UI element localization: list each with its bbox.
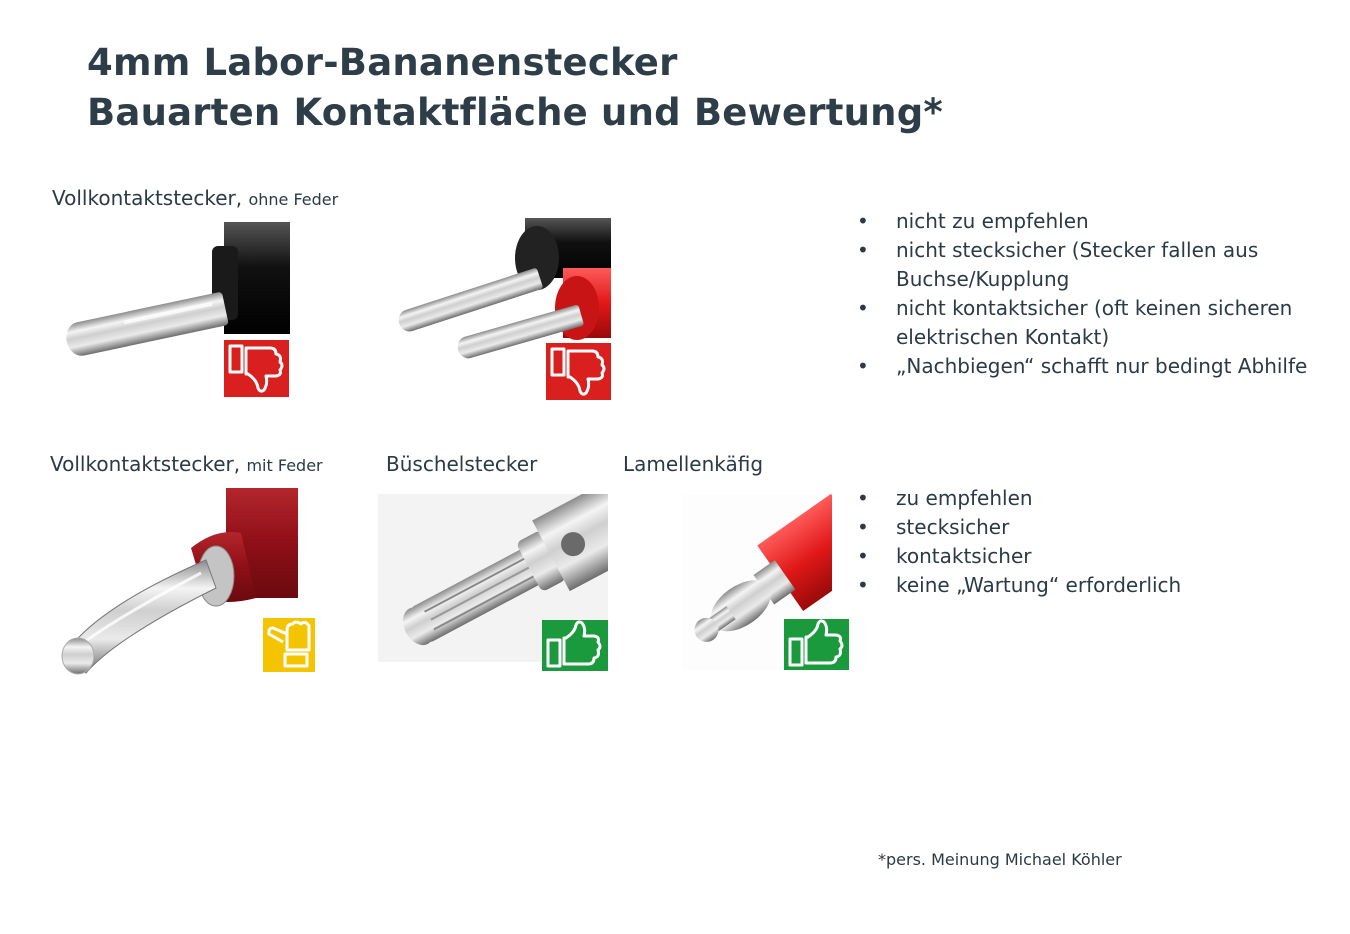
list-item: • zu empfehlen: [857, 484, 1277, 513]
label-with-spring-sub: mit Feder: [246, 456, 323, 475]
label-with-spring-main: Vollkontaktstecker,: [50, 452, 241, 476]
title-line-1: 4mm Labor-Bananenstecker: [87, 41, 678, 84]
recommended-assessment-list: [857, 484, 1277, 600]
no-spring-assessment-list: [857, 207, 1332, 381]
label-no-spring-sub: ohne Feder: [248, 190, 339, 209]
thumbs-sideways-icon: [263, 618, 315, 672]
list-item: • „Nachbiegen“ schafft nur bedingt Abhilfe: [857, 352, 1332, 381]
title-line-2: Bauarten Kontaktfläche und Bewertung*: [87, 91, 943, 134]
thumbs-up-icon: [784, 619, 849, 670]
label-no-spring: [52, 186, 338, 210]
footnote: *pers. Meinung Michael Köhler: [878, 850, 1122, 869]
label-with-spring: [50, 452, 323, 476]
thumbs-up-icon: [542, 620, 608, 671]
label-no-spring-main: Vollkontaktstecker,: [52, 186, 243, 210]
list-item: • nicht zu empfehlen: [857, 207, 1332, 236]
list-item: • stecksicher: [857, 513, 1277, 542]
page-title: [87, 38, 943, 138]
label-bundle: Büschelstecker: [386, 452, 538, 476]
list-item: • nicht stecksicher (Stecker fallen aus Buchse/Kupplung: [857, 236, 1332, 294]
list-item: • kontaktsicher: [857, 542, 1277, 571]
thumbs-down-icon: [546, 343, 611, 400]
plug-no-spring-pair-image: [395, 218, 613, 363]
label-lamella: Lamellenkäfig: [623, 452, 764, 476]
thumbs-down-icon: [224, 340, 289, 397]
list-item: • keine „Wartung“ erforderlich: [857, 571, 1277, 600]
list-item: • nicht kontaktsicher (oft keinen sicheren elektrischen Kontakt): [857, 294, 1332, 352]
